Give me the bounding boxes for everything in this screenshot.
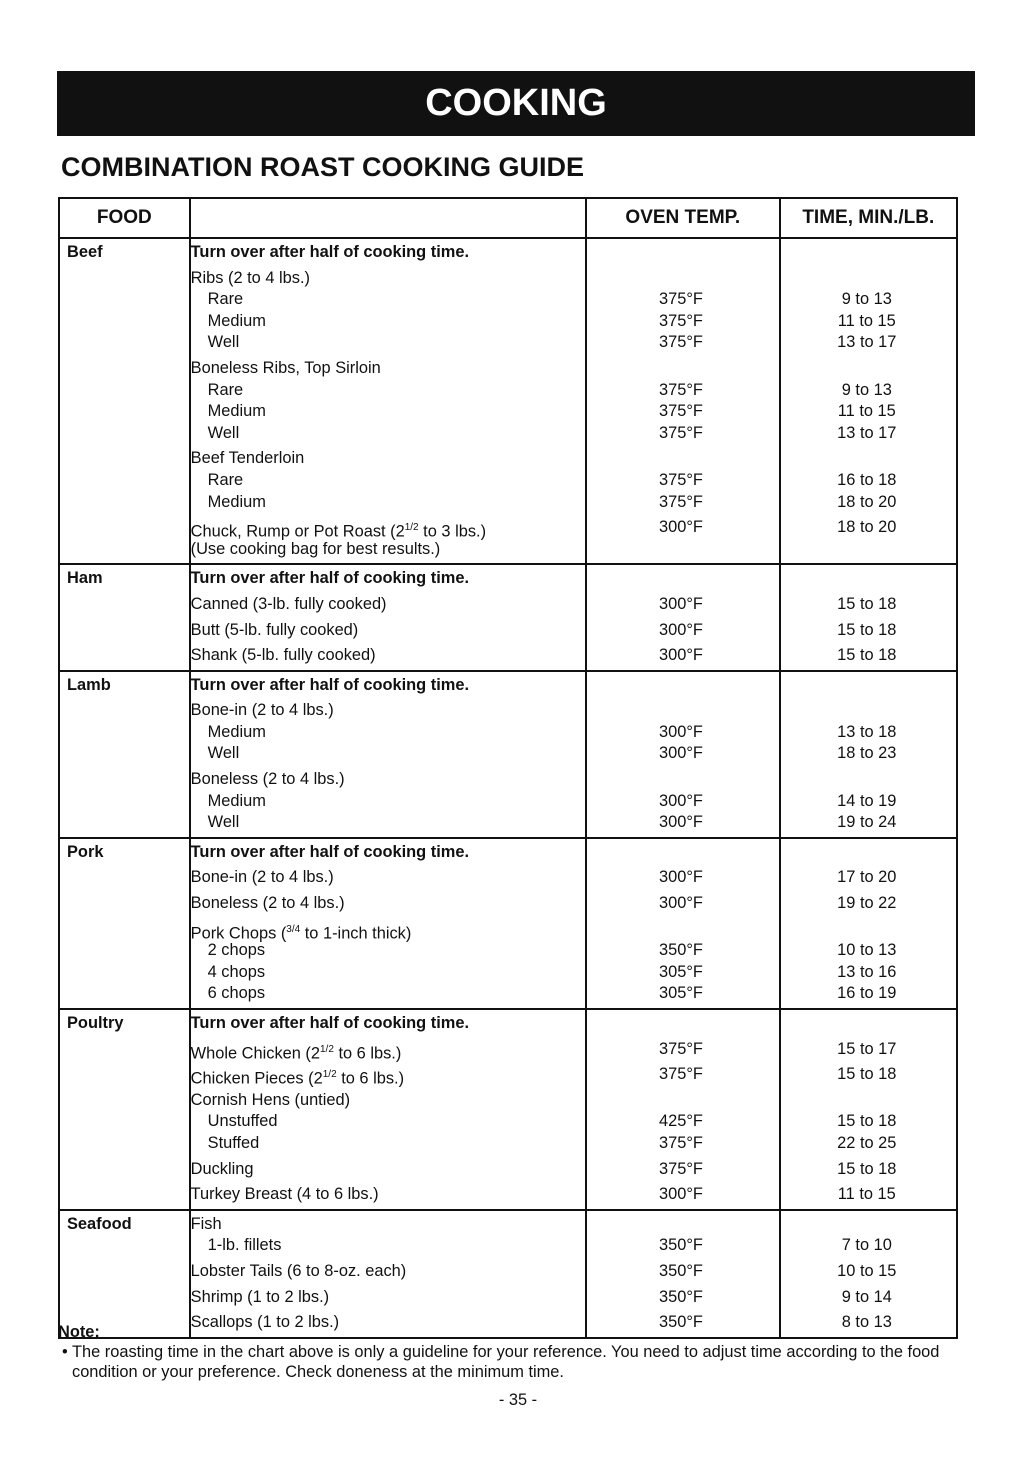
time-value: 9 to 13 [841,290,892,309]
beef-ribs: Ribs (2 to 4 lbs.) [190,268,310,287]
temp-value: 350°F [659,1313,703,1332]
beef-section [59,238,957,564]
time-value: 19 to 24 [837,813,897,832]
pieces-fraction: 1/2 [322,1069,337,1081]
note-block [58,1322,968,1382]
temp-value: 375°F [659,402,703,421]
temp-value: 375°F [659,492,703,511]
time-value: 15 to 18 [837,1112,897,1131]
doneness-rare: Rare [207,290,244,309]
time-value: 18 to 20 [837,518,897,537]
pork-chops [191,919,585,941]
beef-times [780,238,957,564]
temp-value: 300°F [659,646,703,665]
chuck-text: Chuck, Rump or Pot Roast (2 [190,522,405,541]
temp-value: 300°F [659,894,703,913]
temp-value: 375°F [659,1039,703,1058]
temp-value: 300°F [659,1185,703,1204]
temp-value: 375°F [659,1065,703,1084]
note-heading: Note: [58,1323,100,1341]
doneness-well: Well [207,333,240,352]
page-number: - 35 - [498,1391,538,1409]
poultry-description [190,1009,586,1210]
seafood-section [59,1210,957,1338]
beef-tenderloin: Beef Tenderloin [190,449,305,468]
whole-text: Whole Chicken (2 [190,1044,320,1063]
temp-value: 375°F [659,423,703,442]
temp-value: 350°F [659,1287,703,1306]
seafood-description [190,1210,586,1338]
food-ham: Ham [59,564,190,670]
time-value: 15 to 18 [837,594,897,613]
poultry-chicken-pieces [191,1064,585,1086]
time-value: 19 to 22 [837,894,897,913]
beef-boneless-ribs: Boneless Ribs, Top Sirloin [190,358,381,377]
temp-value: 375°F [659,380,703,399]
doneness-medium: Medium [207,402,266,421]
time-value: 11 to 15 [837,402,896,421]
time-value: 17 to 20 [837,868,897,887]
doneness-well: Well [207,744,240,763]
time-value: 16 to 18 [837,470,897,489]
seafood-temps [586,1210,780,1338]
poultry-times [780,1009,957,1210]
doneness-medium: Medium [207,722,266,741]
seafood-item: Lobster Tails (6 to 8-oz. each) [190,1261,407,1280]
note-text: • The roasting time in the chart above is only a guideline for your reference. You need to adjust time according to the food condition or your preference. Check doneness at the minimum time. [62,1343,940,1381]
doneness-well: Well [207,423,240,442]
seafood-item: Shrimp (1 to 2 lbs.) [190,1287,330,1306]
lamb-section [59,671,957,838]
beef-chuck [191,517,585,539]
time-value: 22 to 25 [837,1133,897,1152]
doneness-medium: Medium [207,311,266,330]
header-description [190,198,586,238]
temp-value: 305°F [659,984,703,1003]
chuck-text-end: to 3 lbs.) [418,522,487,541]
doneness-well: Well [207,813,240,832]
time-value: 13 to 16 [837,962,897,981]
time-value: 13 to 18 [837,722,897,741]
ham-temps [586,564,780,670]
time-value: 10 to 15 [837,1261,897,1280]
temp-value: 300°F [659,868,703,887]
time-value: 18 to 20 [837,492,897,511]
time-value: 7 to 10 [841,1236,892,1255]
temp-value: 375°F [659,1159,703,1178]
lamb-temps [586,671,780,838]
pork-bone-in: Bone-in (2 to 4 lbs.) [190,868,334,887]
beef-description [190,238,586,564]
fish-fillets: 1-lb. fillets [207,1236,282,1255]
turn-over-instruction: Turn over after half of cooking time. [190,675,470,694]
food-seafood: Seafood [59,1210,190,1338]
temp-value: 300°F [659,722,703,741]
pork-boneless: Boneless (2 to 4 lbs.) [190,894,345,913]
food-pork: Pork [59,838,190,1009]
time-value: 15 to 18 [837,620,897,639]
seafood-times [780,1210,957,1338]
chops-count: 4 chops [207,962,266,981]
pork-temps [586,838,780,1009]
poultry-turkey-breast: Turkey Breast (4 to 6 lbs.) [190,1185,379,1204]
doneness-medium: Medium [207,492,266,511]
header-food: FOOD [59,198,190,238]
turn-over-instruction: Turn over after half of cooking time. [190,569,470,588]
time-value: 15 to 17 [837,1039,897,1058]
lamb-boneless: Boneless (2 to 4 lbs.) [190,770,345,789]
chops-fraction: 3/4 [286,923,301,935]
time-value: 15 to 18 [837,1159,897,1178]
pieces-text: Chicken Pieces (2 [190,1069,323,1088]
ham-section [59,564,957,670]
temp-value: 375°F [659,333,703,352]
time-value: 13 to 17 [837,423,897,442]
chuck-fraction: 1/2 [404,522,419,534]
whole-fraction: 1/2 [320,1043,334,1055]
turn-over-instruction: Turn over after half of cooking time. [190,842,470,861]
seafood-item: Scallops (1 to 2 lbs.) [190,1313,340,1332]
food-beef: Beef [59,238,190,564]
pork-description [190,838,586,1009]
page-title: COMBINATION ROAST COOKING GUIDE [61,152,584,182]
section-banner: COOKING [57,71,975,136]
doneness-rare: Rare [207,470,244,489]
chops-text-end: to 1-inch thick) [300,924,412,943]
chuck-note: (Use cooking bag for best results.) [190,539,441,558]
temp-value: 375°F [659,311,703,330]
temp-value: 300°F [659,744,703,763]
time-value: 8 to 13 [841,1313,892,1332]
food-poultry: Poultry [59,1009,190,1210]
temp-value: 425°F [659,1112,703,1131]
temp-value: 300°F [659,620,703,639]
temp-value: 375°F [659,470,703,489]
turn-over-instruction: Turn over after half of cooking time. [190,243,470,261]
chops-text: Pork Chops ( [190,924,287,943]
chops-count: 6 chops [207,984,266,1003]
time-value: 11 to 15 [837,1185,896,1204]
pork-section [59,838,957,1009]
pork-times [780,838,957,1009]
time-value: 9 to 14 [841,1287,892,1306]
time-value: 11 to 15 [837,311,896,330]
ham-times [780,564,957,670]
time-value: 15 to 18 [837,646,897,665]
lamb-description [190,671,586,838]
doneness-rare: Rare [207,380,244,399]
poultry-whole-chicken [191,1039,585,1061]
temp-value: 350°F [659,941,703,960]
cooking-guide-table [58,197,958,1339]
doneness-medium: Medium [207,791,266,810]
lamb-times [780,671,957,838]
temp-value: 300°F [659,813,703,832]
temp-value: 375°F [659,290,703,309]
temp-value: 300°F [659,594,703,613]
time-value: 13 to 17 [837,333,897,352]
header-time: TIME, MIN./LB. [780,198,957,238]
time-value: 18 to 23 [837,744,897,763]
poultry-section [59,1009,957,1210]
header-oven-temp: OVEN TEMP. [586,198,780,238]
ham-item: Shank (5-lb. fully cooked) [190,646,376,665]
time-value: 9 to 13 [841,380,892,399]
time-value: 10 to 13 [837,941,897,960]
temp-value: 305°F [659,962,703,981]
food-lamb: Lamb [59,671,190,838]
poultry-cornish-hens: Cornish Hens (untied) [190,1090,351,1109]
ham-description [190,564,586,670]
whole-text-end: to 6 lbs.) [333,1044,402,1063]
cornish-unstuffed: Unstuffed [207,1112,278,1131]
time-value: 15 to 18 [837,1065,897,1084]
chops-count: 2 chops [207,941,266,960]
temp-value: 350°F [659,1236,703,1255]
temp-value: 300°F [659,518,703,537]
temp-value: 300°F [659,791,703,810]
seafood-fish: Fish [190,1214,222,1233]
lamb-bone-in: Bone-in (2 to 4 lbs.) [190,701,334,720]
poultry-temps [586,1009,780,1210]
turn-over-instruction: Turn over after half of cooking time. [190,1014,470,1032]
cornish-stuffed: Stuffed [207,1133,260,1152]
time-value: 16 to 19 [837,984,897,1003]
pieces-text-end: to 6 lbs.) [336,1069,405,1088]
beef-temps [586,238,780,564]
temp-value: 350°F [659,1261,703,1280]
ham-item: Butt (5-lb. fully cooked) [190,620,359,639]
table-header-row [59,198,957,238]
time-value: 14 to 19 [837,791,897,810]
ham-item: Canned (3-lb. fully cooked) [190,594,387,613]
poultry-duckling: Duckling [190,1159,254,1178]
temp-value: 375°F [659,1133,703,1152]
